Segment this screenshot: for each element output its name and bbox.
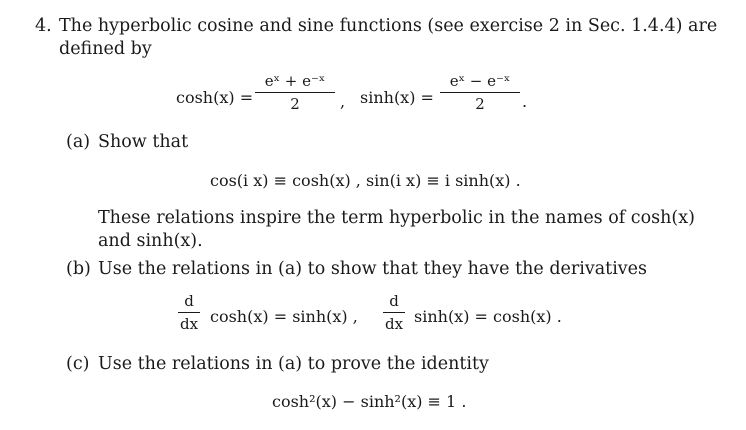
definition-end: . <box>522 92 528 111</box>
sinh-denominator: 2 <box>475 95 485 113</box>
cosh-denominator: 2 <box>290 95 300 113</box>
cosh-definition-lhs: cosh(x) = <box>176 88 254 107</box>
part-a-label: (a) <box>66 132 91 152</box>
part-c-identity: cosh²(x) − sinh²(x) ≡ 1 . <box>272 392 467 411</box>
part-a-note-line2: and sinh(x). <box>98 231 203 251</box>
derivative-2-denominator: dx <box>384 315 404 333</box>
derivative-1-bar <box>178 312 200 313</box>
part-c-text: Use the relations in (a) to prove the identity <box>98 354 489 374</box>
part-b-text: Use the relations in (a) to show that they have the derivatives <box>98 259 648 279</box>
problem-intro-line1: The hyperbolic cosine and sine functions (see exercise 2 in Sec. 1.4.4) are <box>59 16 718 36</box>
part-c-label: (c) <box>66 354 90 374</box>
part-a-note-line1: These relations inspire the term hyperbolic in the names of cosh(x) <box>98 208 695 228</box>
definition-separator: , <box>340 92 346 111</box>
part-b-label: (b) <box>66 259 91 279</box>
derivative-2-bar <box>383 312 405 313</box>
derivative-equation-2: sinh(x) = cosh(x) . <box>414 307 562 326</box>
derivative-equation-1: cosh(x) = sinh(x) , <box>210 307 358 326</box>
cosh-definition-fraction <box>255 72 335 113</box>
derivative-1-denominator: dx <box>179 315 199 333</box>
derivative-operator-1 <box>178 292 200 333</box>
part-a-relation: cos(i x) ≡ cosh(x) , sin(i x) ≡ i sinh(x) . <box>210 171 521 190</box>
derivative-2-numerator: d <box>389 292 399 310</box>
problem-intro-line2: defined by <box>59 39 152 59</box>
problem-number: 4. <box>35 16 52 36</box>
derivative-operator-2 <box>383 292 405 333</box>
part-a-text: Show that <box>98 132 189 152</box>
cosh-numerator: eˣ + e⁻ˣ <box>264 72 326 90</box>
sinh-definition-fraction <box>440 72 520 113</box>
cosh-fraction-bar <box>255 92 335 93</box>
sinh-fraction-bar <box>440 92 520 93</box>
sinh-numerator: eˣ − e⁻ˣ <box>449 72 511 90</box>
derivative-1-numerator: d <box>184 292 194 310</box>
sinh-definition-lhs: sinh(x) = <box>360 88 434 107</box>
